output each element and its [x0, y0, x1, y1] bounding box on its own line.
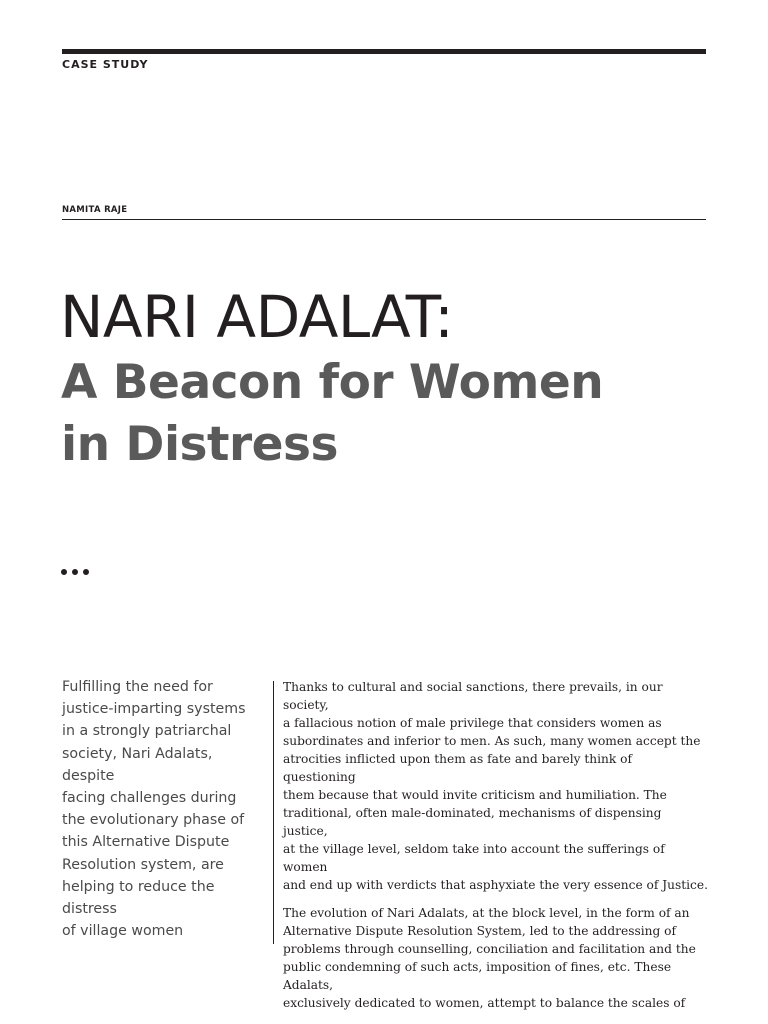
column-divider [273, 681, 274, 944]
author-rule [62, 219, 706, 220]
section-label: CASE STUDY [62, 58, 149, 71]
article-subtitle [61, 352, 681, 476]
author-name: NAMITA RAJE [62, 205, 128, 215]
dot-icon [61, 569, 67, 575]
article-title: NARI ADALAT: [60, 283, 454, 351]
dot-icon [72, 569, 78, 575]
standfirst: Fulfilling the need for justice-imparting systems in a strongly patriarchal society, Nari Adalats, despite facing challenges during the evolutionary phase of this Alternative Dispute Resolution system, are helping to reduce the distress of village women [62, 679, 246, 940]
body-text [283, 678, 708, 1022]
body-paragraph-2: The evolution of Nari Adalats, at the block level, in the form of an Alternative Dispute Resolution System, led to the addressing of problems through counselling, conciliation and facilitation and the public condemning of such acts, imposition of fines, etc. These Adalats, exclusively dedicated to women, attempt to balance the scales of [283, 906, 696, 1010]
subtitle-line-2: in Distress [61, 417, 339, 472]
dot-icon [83, 569, 89, 575]
ellipsis-ornament [61, 569, 89, 575]
top-rule [62, 49, 706, 54]
body-paragraph-1: Thanks to cultural and social sanctions, there prevails, in our society, a fallacious notion of male privilege that considers women as subordinates and inferior to men. As such, many women accept the atrocities inflicted upon them as fate and barely think of questioning them because that would invite criticism and humiliation. The traditional, often male-dominated, mechanisms of dispensing justice, at the village level, seldom take into account the sufferings of women and end up with verdicts that asphyxiate the very essence of Justice. [283, 680, 708, 892]
subtitle-line-1: A Beacon for Women [61, 355, 604, 410]
